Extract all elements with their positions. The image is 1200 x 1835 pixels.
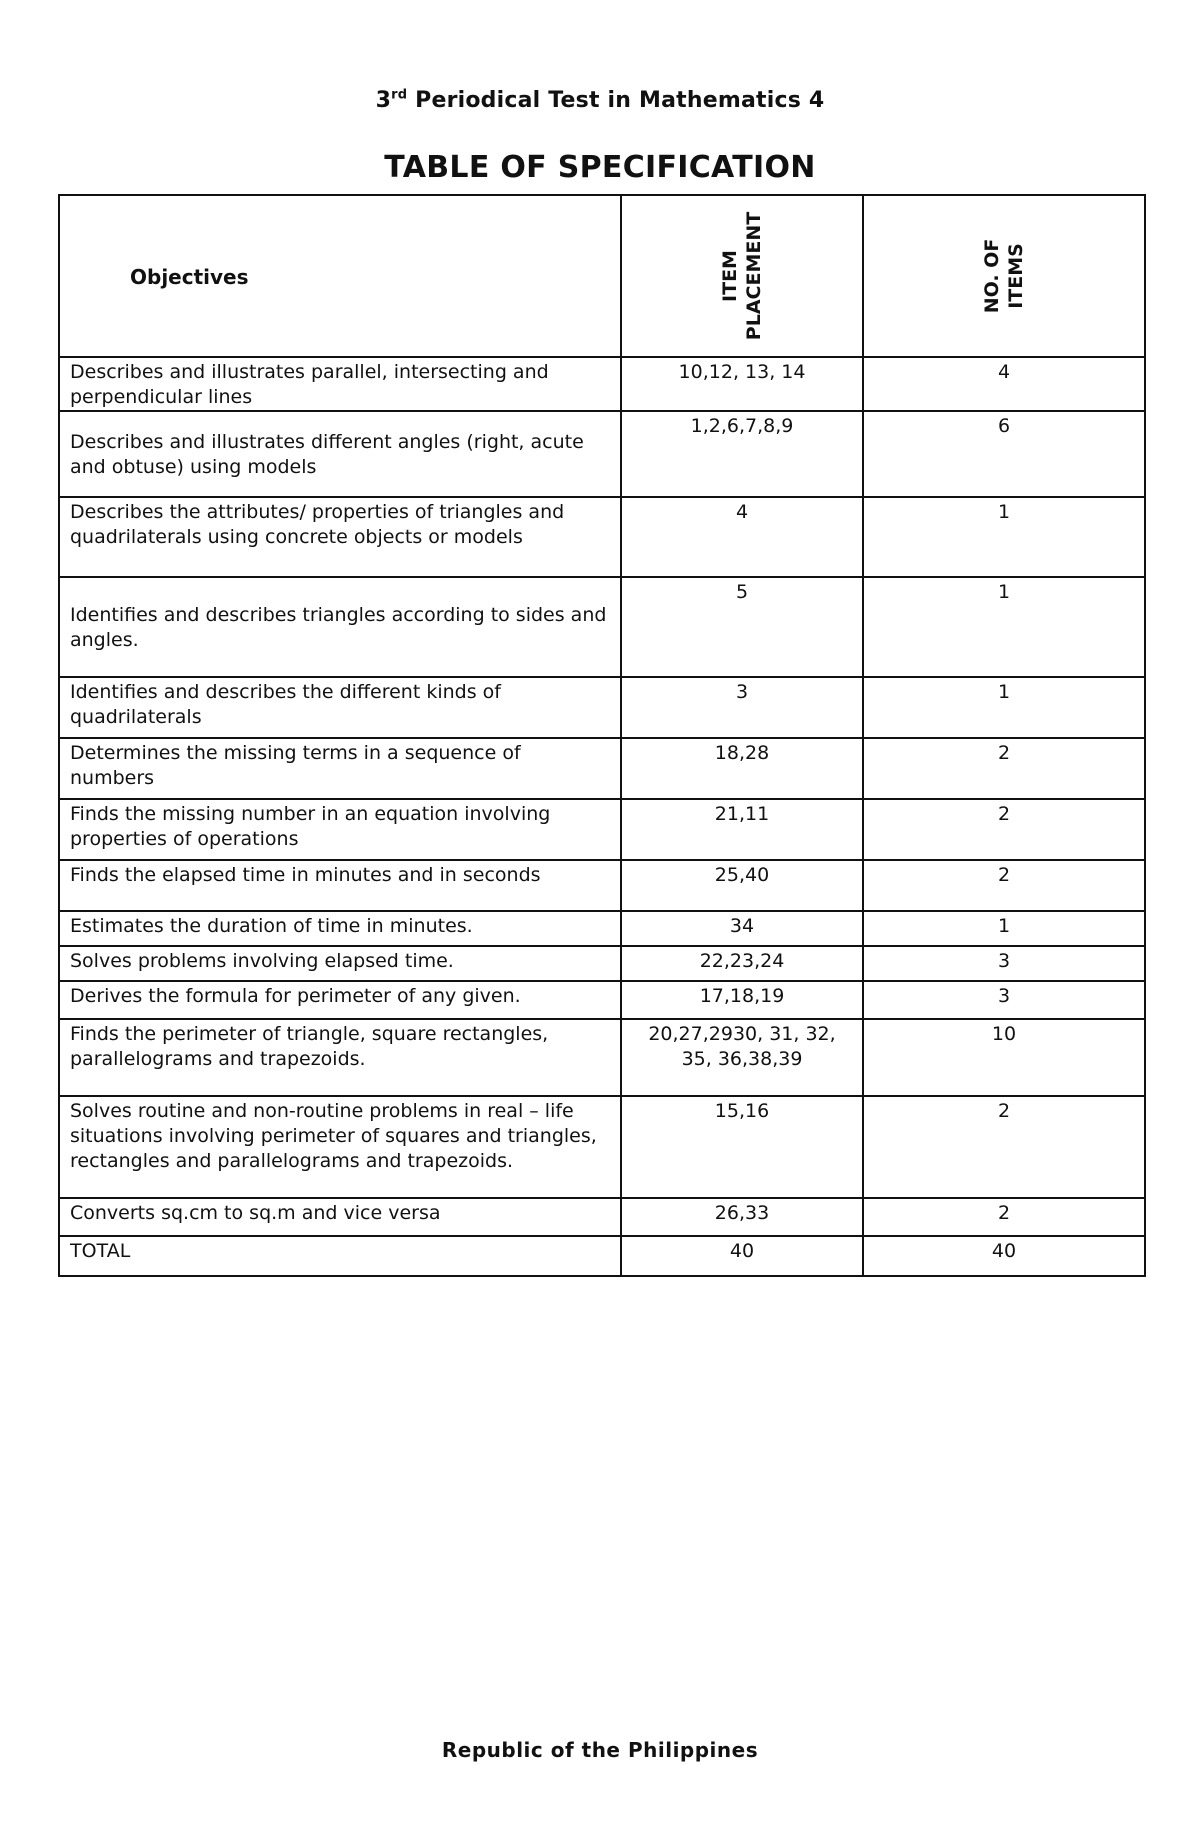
items-cell: 2 <box>863 738 1145 799</box>
items-cell: 6 <box>863 411 1145 497</box>
table-row <box>59 497 1145 577</box>
total-items: 40 <box>863 1236 1145 1276</box>
table-row <box>59 1198 1145 1236</box>
items-cell: 1 <box>863 911 1145 946</box>
document-title <box>0 88 1200 113</box>
title-text: Periodical Test in Mathematics 4 <box>407 88 825 113</box>
header-no-of-items-line1: NO. OF <box>981 238 1003 314</box>
items-cell: 4 <box>863 357 1145 411</box>
items-cell: 3 <box>863 981 1145 1019</box>
items-cell: 2 <box>863 1096 1145 1198</box>
items-cell: 2 <box>863 799 1145 860</box>
items-cell: 2 <box>863 1198 1145 1236</box>
table-row <box>59 677 1145 738</box>
objective-cell: Describes the attributes/ properties of triangles and quadrilaterals using concrete objects or models <box>59 497 621 577</box>
total-label: TOTAL <box>59 1236 621 1276</box>
table-row <box>59 981 1145 1019</box>
table-row <box>59 357 1145 411</box>
table-row <box>59 577 1145 677</box>
placement-cell: 4 <box>621 497 863 577</box>
placement-cell: 25,40 <box>621 860 863 911</box>
objective-cell: Identifies and describes the different kinds of quadrilaterals <box>59 677 621 738</box>
placement-cell: 10,12, 13, 14 <box>621 357 863 411</box>
items-cell: 1 <box>863 497 1145 577</box>
header-objectives: Objectives <box>59 195 621 357</box>
table-total-row <box>59 1236 1145 1276</box>
header-item-placement-line2: PLACEMENT <box>743 211 765 341</box>
placement-cell: 18,28 <box>621 738 863 799</box>
objective-cell: Derives the formula for perimeter of any given. <box>59 981 621 1019</box>
placement-cell: 5 <box>621 577 863 677</box>
title-number: 3 <box>375 88 392 113</box>
header-item-placement-line1: ITEM <box>719 250 741 302</box>
objective-cell: Solves problems involving elapsed time. <box>59 946 621 981</box>
items-cell: 1 <box>863 677 1145 738</box>
table-row <box>59 738 1145 799</box>
objective-cell: Finds the elapsed time in minutes and in seconds <box>59 860 621 911</box>
specification-table <box>58 194 1146 1277</box>
table-row <box>59 799 1145 860</box>
items-cell: 1 <box>863 577 1145 677</box>
placement-cell: 26,33 <box>621 1198 863 1236</box>
table-row <box>59 946 1145 981</box>
placement-cell: 3 <box>621 677 863 738</box>
total-placement: 40 <box>621 1236 863 1276</box>
table-row <box>59 411 1145 497</box>
placement-cell: 15,16 <box>621 1096 863 1198</box>
objective-cell: Describes and illustrates parallel, intersecting and perpendicular lines <box>59 357 621 411</box>
placement-cell: 20,27,2930, 31, 32, 35, 36,38,39 <box>621 1019 863 1096</box>
footer-text: Republic of the Philippines <box>441 1738 759 1762</box>
placement-cell: 21,11 <box>621 799 863 860</box>
items-cell: 3 <box>863 946 1145 981</box>
header-no-of-items-line2: ITEMS <box>1005 243 1027 309</box>
placement-cell: 34 <box>621 911 863 946</box>
objective-cell: Solves routine and non-routine problems in real – life situations involving perimeter of squares and triangles, rectangles and parallelograms and trapezoids. <box>59 1096 621 1198</box>
table-heading: TABLE OF SPECIFICATION <box>384 150 816 185</box>
placement-cell: 22,23,24 <box>621 946 863 981</box>
items-cell: 10 <box>863 1019 1145 1096</box>
items-cell: 2 <box>863 860 1145 911</box>
objective-cell: Finds the missing number in an equation involving properties of operations <box>59 799 621 860</box>
placement-cell: 17,18,19 <box>621 981 863 1019</box>
objective-cell: Finds the perimeter of triangle, square rectangles, parallelograms and trapezoids. <box>59 1019 621 1096</box>
header-item-placement <box>621 195 863 357</box>
objective-cell: Converts sq.cm to sq.m and vice versa <box>59 1198 621 1236</box>
objective-cell: Identifies and describes triangles according to sides and angles. <box>59 577 621 677</box>
table-row <box>59 911 1145 946</box>
table-row <box>59 1096 1145 1198</box>
table-row <box>59 1019 1145 1096</box>
objective-cell: Determines the missing terms in a sequence of numbers <box>59 738 621 799</box>
placement-cell: 1,2,6,7,8,9 <box>621 411 863 497</box>
objective-cell: Describes and illustrates different angles (right, acute and obtuse) using models <box>59 411 621 497</box>
table-row <box>59 860 1145 911</box>
title-superscript: rd <box>391 87 408 103</box>
header-no-of-items <box>863 195 1145 357</box>
objective-cell: Estimates the duration of time in minutes. <box>59 911 621 946</box>
table-header-row <box>59 195 1145 357</box>
